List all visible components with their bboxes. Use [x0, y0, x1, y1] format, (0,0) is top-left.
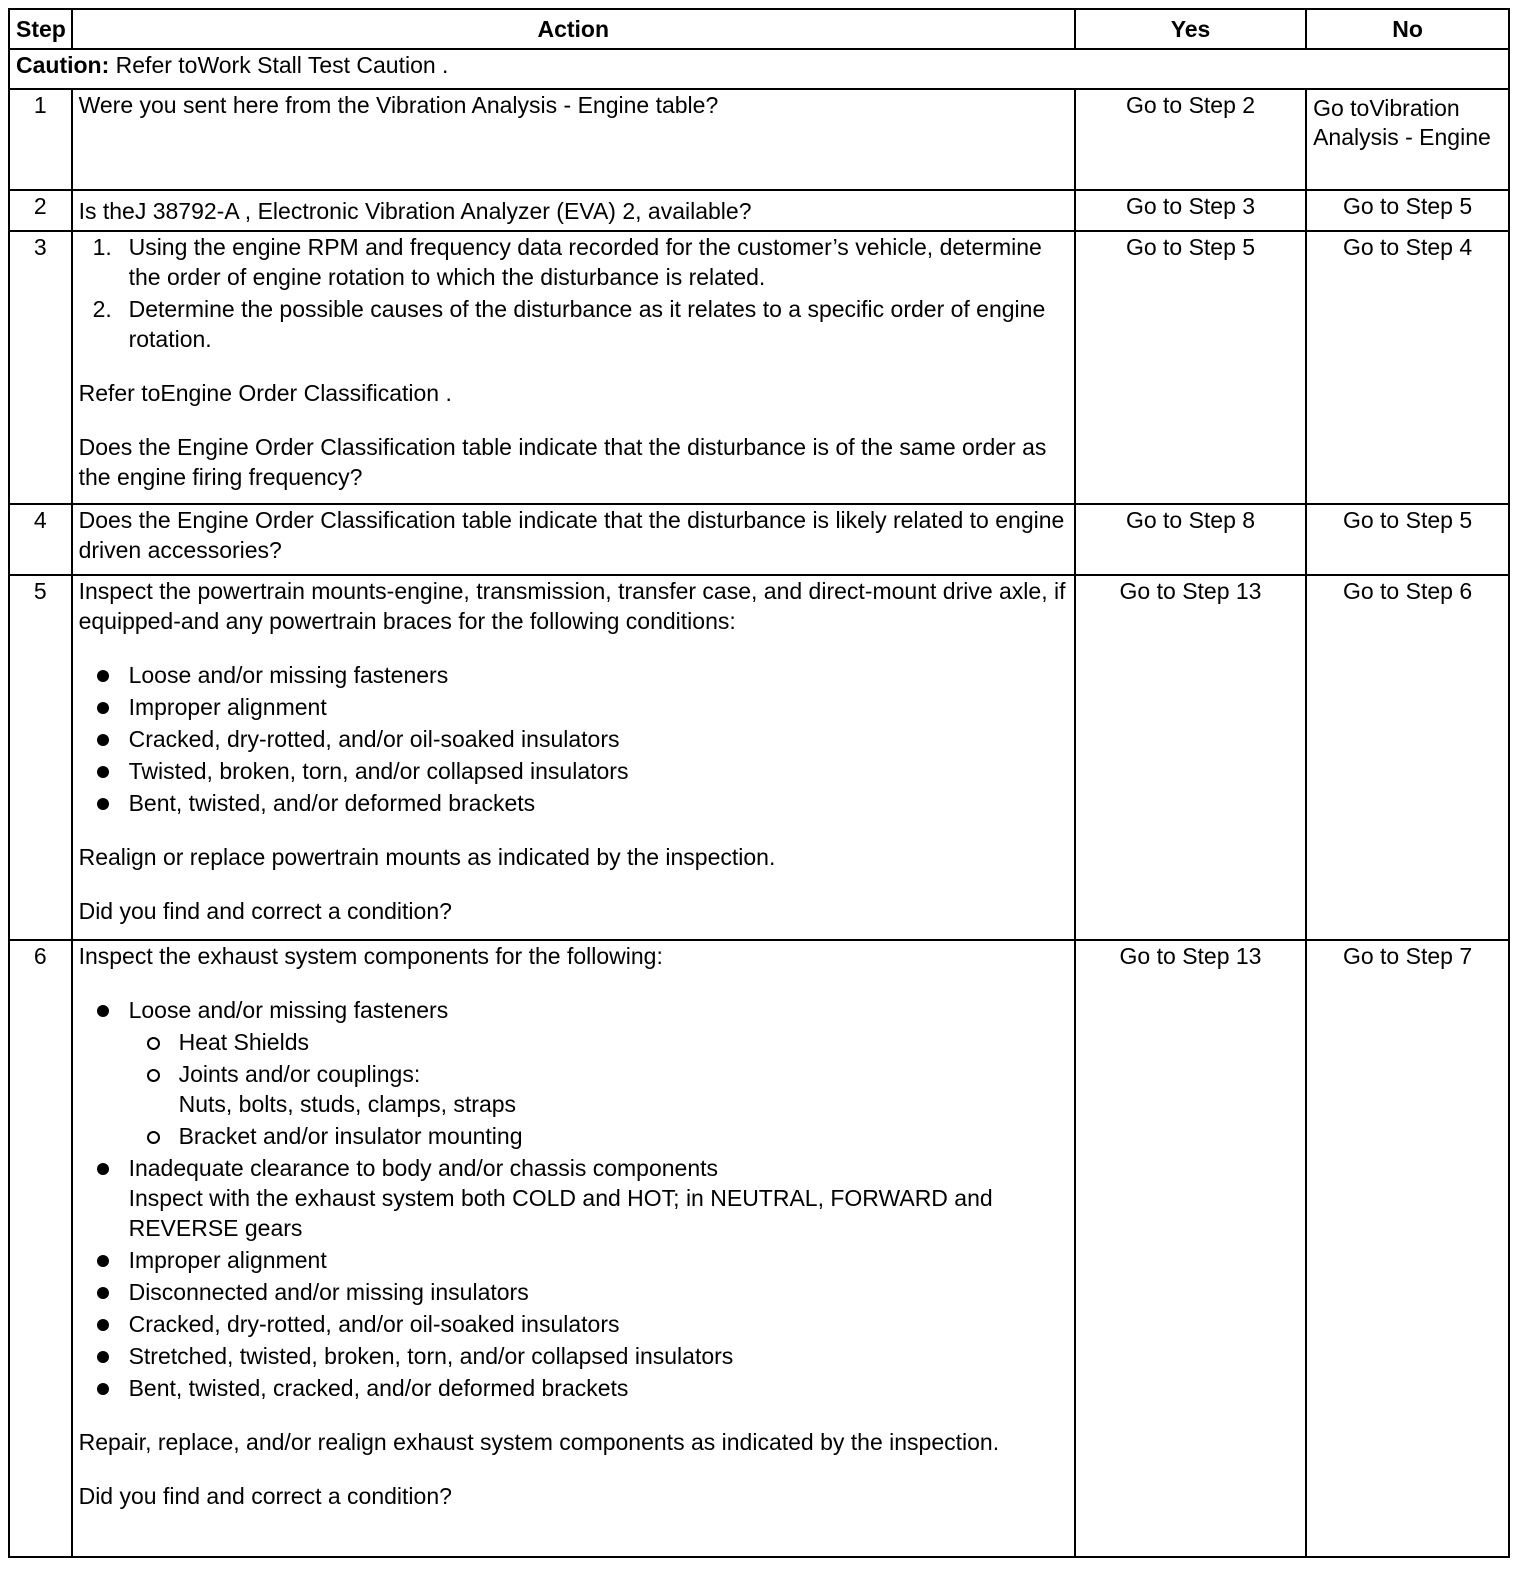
- list-item: [79, 1153, 1068, 1243]
- item-number: 1.: [92, 234, 112, 260]
- refer-link[interactable]: Refer toEngine Order Classification .: [78, 380, 452, 406]
- header-action: Action: [72, 9, 1075, 49]
- sub-item: [129, 1121, 1068, 1151]
- step-question: Did you find and correct a condition?: [78, 898, 452, 924]
- bullet-icon: [97, 1287, 109, 1299]
- step-action: [72, 940, 1075, 1557]
- sub-list: [129, 1027, 1068, 1151]
- header-yes: Yes: [1075, 9, 1306, 49]
- step-row-1: [9, 89, 1509, 190]
- circle-bullet-icon: [147, 1037, 160, 1050]
- yes-link[interactable]: Go to Step 13: [1075, 940, 1306, 1557]
- step-action: [72, 89, 1075, 190]
- item-text: Bracket and/or insulator mounting: [178, 1123, 523, 1149]
- bullet-icon: [97, 1163, 109, 1175]
- numbered-list: [79, 232, 1068, 354]
- bullet-icon: [97, 1383, 109, 1395]
- item-text: Bent, twisted, cracked, and/or deformed brackets: [128, 1375, 629, 1401]
- yes-link[interactable]: Go to Step 8: [1075, 504, 1306, 575]
- item-text: Stretched, twisted, broken, torn, and/or collapsed insulators: [128, 1343, 734, 1369]
- list-item: [79, 995, 1068, 1151]
- step-intro: Inspect the powertrain mounts-engine, transmission, transfer case, and direct-mount drive axle, if equipped-and any powertrain braces for the following conditions:: [78, 578, 1066, 634]
- step-question: Does the Engine Order Classification table indicate that the disturbance is likely related to engine driven accessories?: [78, 507, 1065, 563]
- item-text: Using the engine RPM and frequency data recorded for the customer’s vehicle, determine the order of engine rotation to which the disturbance is related.: [128, 234, 1042, 290]
- bullet-icon: [97, 798, 109, 810]
- bullet-icon: [97, 670, 109, 682]
- step-action: [72, 231, 1075, 504]
- step-action: [72, 575, 1075, 940]
- item-text: Determine the possible causes of the disturbance as it relates to a specific order of engine rotation.: [128, 296, 1046, 352]
- bullet-icon: [97, 1351, 109, 1363]
- sub-item: [129, 1027, 1068, 1057]
- step-number: 2: [9, 190, 72, 231]
- no-link[interactable]: Go to Step 4: [1306, 231, 1509, 504]
- bullet-icon: [97, 1005, 109, 1017]
- bullet-icon: [97, 702, 109, 714]
- bullet-icon: [97, 1255, 109, 1267]
- no-link[interactable]: Go to Step 6: [1306, 575, 1509, 940]
- item-number: 2.: [92, 296, 112, 322]
- circle-bullet-icon: [147, 1069, 160, 1082]
- step-instruction: Repair, replace, and/or realign exhaust system components as indicated by the inspection.: [78, 1429, 1000, 1455]
- item-text: Heat Shields: [178, 1029, 309, 1055]
- list-item: [79, 692, 1068, 722]
- list-item: [79, 1245, 1068, 1275]
- step-number: 1: [9, 89, 72, 190]
- caution-label: Caution:: [16, 52, 110, 78]
- caution-row: [9, 49, 1509, 89]
- bullet-icon: [97, 766, 109, 778]
- list-item: [79, 1373, 1068, 1403]
- bullet-icon: [97, 1319, 109, 1331]
- caution-cell: [9, 49, 1509, 89]
- item-text: Improper alignment: [128, 1247, 327, 1273]
- item-text: Joints and/or couplings:: [178, 1061, 421, 1087]
- header-step: Step: [9, 9, 72, 49]
- list-item: [79, 294, 1068, 354]
- item-text: Loose and/or missing fasteners: [128, 997, 449, 1023]
- step-question: Is theJ 38792-A , Electronic Vibration Analyzer (EVA) 2, available?: [78, 197, 752, 224]
- step-question: Were you sent here from the Vibration Analysis - Engine table?: [78, 92, 719, 118]
- header-row: [9, 9, 1509, 49]
- item-detail: Nuts, bolts, studs, clamps, straps: [178, 1091, 517, 1117]
- item-text: Cracked, dry-rotted, and/or oil-soaked insulators: [128, 1311, 620, 1337]
- step-action: [72, 504, 1075, 575]
- step-question: Does the Engine Order Classification table indicate that the disturbance is of the same order as the engine firing frequency?: [78, 434, 1047, 490]
- item-text: Inadequate clearance to body and/or chassis components: [128, 1155, 719, 1181]
- item-detail: Inspect with the exhaust system both COLD and HOT; in NEUTRAL, FORWARD and REVERSE gears: [128, 1185, 993, 1241]
- diagnostic-table: [8, 8, 1510, 1558]
- yes-link[interactable]: Go to Step 5: [1075, 231, 1306, 504]
- item-text: Disconnected and/or missing insulators: [128, 1279, 529, 1305]
- yes-link[interactable]: Go to Step 3: [1075, 190, 1306, 231]
- list-item: [79, 660, 1068, 690]
- list-item: [79, 232, 1068, 292]
- yes-link[interactable]: Go to Step 2: [1075, 89, 1306, 190]
- step-row-4: [9, 504, 1509, 575]
- no-link[interactable]: Go to Step 5: [1306, 504, 1509, 575]
- step-action: [72, 190, 1075, 231]
- list-item: [79, 1309, 1068, 1339]
- step-row-6: [9, 940, 1509, 1557]
- step-number: 4: [9, 504, 72, 575]
- step-instruction: Realign or replace powertrain mounts as indicated by the inspection.: [78, 844, 776, 870]
- item-text: Bent, twisted, and/or deformed brackets: [128, 790, 536, 816]
- step-question: Did you find and correct a condition?: [78, 1483, 452, 1509]
- step-number: 6: [9, 940, 72, 1557]
- no-link[interactable]: Go to Step 5: [1306, 190, 1509, 231]
- no-link[interactable]: Go toVibration Analysis - Engine: [1306, 89, 1509, 190]
- list-item: [79, 724, 1068, 754]
- step-row-5: [9, 575, 1509, 940]
- item-text: Loose and/or missing fasteners: [128, 662, 449, 688]
- item-text: Improper alignment: [128, 694, 327, 720]
- step-number: 3: [9, 231, 72, 504]
- bullet-icon: [97, 734, 109, 746]
- step-row-2: [9, 190, 1509, 231]
- yes-link[interactable]: Go to Step 13: [1075, 575, 1306, 940]
- list-item: [79, 1277, 1068, 1307]
- caution-text: Refer toWork Stall Test Caution .: [109, 52, 449, 78]
- list-item: [79, 1341, 1068, 1371]
- list-item: [79, 756, 1068, 786]
- step-number: 5: [9, 575, 72, 940]
- header-no: No: [1306, 9, 1509, 49]
- step-row-3: [9, 231, 1509, 504]
- bullet-list: [79, 660, 1068, 818]
- circle-bullet-icon: [147, 1131, 160, 1144]
- no-link[interactable]: Go to Step 7: [1306, 940, 1509, 1557]
- step-intro: Inspect the exhaust system components for the following:: [78, 943, 663, 969]
- sub-item: [129, 1059, 1068, 1119]
- item-text: Cracked, dry-rotted, and/or oil-soaked insulators: [128, 726, 620, 752]
- bullet-list: [79, 995, 1068, 1403]
- item-text: Twisted, broken, torn, and/or collapsed insulators: [128, 758, 629, 784]
- list-item: [79, 788, 1068, 818]
